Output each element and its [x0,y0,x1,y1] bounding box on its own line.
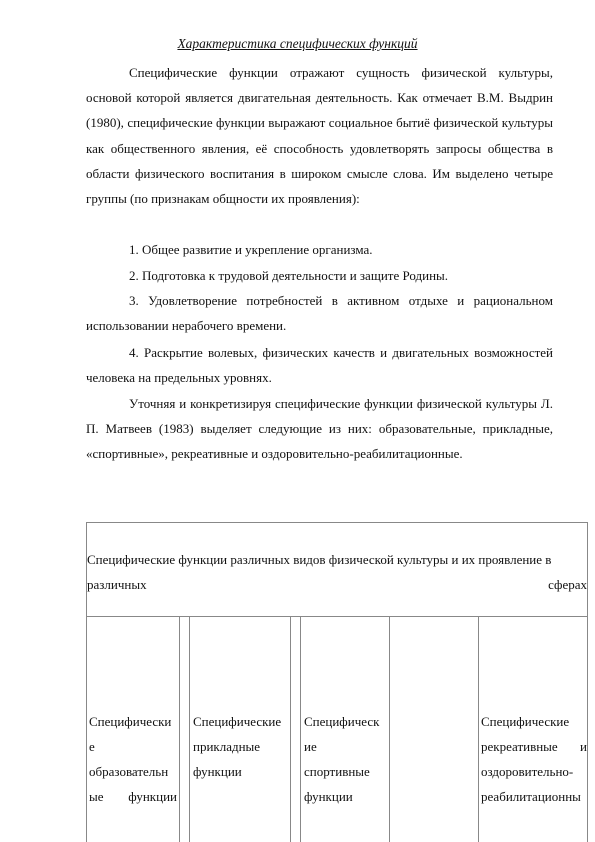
cell-line: функции [193,764,242,779]
cell-sport [304,709,388,809]
cell-line: оздоровительно- [481,764,574,779]
intro-paragraph: Специфические функции отражают сущность физической культуры, основой которой является двигательная деятельность. Как отмечает В.М. Выдрин (1980), специфические функции выражают социальное бытиё физической культуры как общественного явления, её способность удовлетворять запросы общества в области физического воспитания в широком смысле слова. Им выделено четыре группы (по признакам общности их проявления): [86,65,553,207]
cell-line [481,734,587,759]
table-caption-line2 [87,572,587,597]
table-divider [87,616,587,617]
table-caption-line1: Специфические функции различных видов физической культуры и их проявление в [87,552,552,567]
cell-word: и [580,739,587,754]
functions-table [86,522,588,842]
cell-line: прикладные [193,739,261,754]
column-border [189,616,190,842]
cell-line: ие [304,739,317,754]
page-title: Характеристика специфических функций [177,36,418,51]
cell-word: функции [128,789,177,804]
cell-word: ые [89,789,104,804]
cell-line: Специфические [481,714,570,729]
cell-applied [193,709,289,784]
table-caption [87,547,587,597]
cell-educational [89,709,177,809]
cell-line: реабилитационны [481,789,581,804]
list-item-1: 1. Общее развитие и укрепление организма. [129,242,373,257]
cell-line: Специфические [193,714,282,729]
list-item-2: 2. Подготовка к трудовой деятельности и защите Родины. [129,268,449,283]
cell-line: Специфически [89,714,172,729]
list-item-3: 3. Удовлетворение потребностей в активном отдыхе и рациональном использовании нерабочего времени. [86,293,553,334]
matveev-paragraph: Уточняя и конкретизируя специфические функции физической культуры Л. П. Матвеев (1983) выделяет следующие из них: образовательные, прикладные, «спортивные», рекреативные и оздоровительно-реабилитационные. [86,396,553,462]
column-border [389,616,390,842]
column-border [478,616,479,842]
column-border [300,616,301,842]
cell-line [89,784,177,809]
cell-line: спортивные [304,764,370,779]
cell-word: рекреативные [481,739,558,754]
column-border [179,616,180,842]
table-caption-word-2: сферах [548,577,587,592]
list-item-4: 4. Раскрытие волевых, физических качеств и двигательных возможностей человека на предельных уровнях. [86,345,553,386]
column-border [290,616,291,842]
cell-line: образовательн [89,764,169,779]
cell-line: Специфическ [304,714,380,729]
cell-line: функции [304,789,353,804]
cell-recreational [481,709,587,809]
table-caption-word-1: различных [87,577,147,592]
cell-line: е [89,739,95,754]
